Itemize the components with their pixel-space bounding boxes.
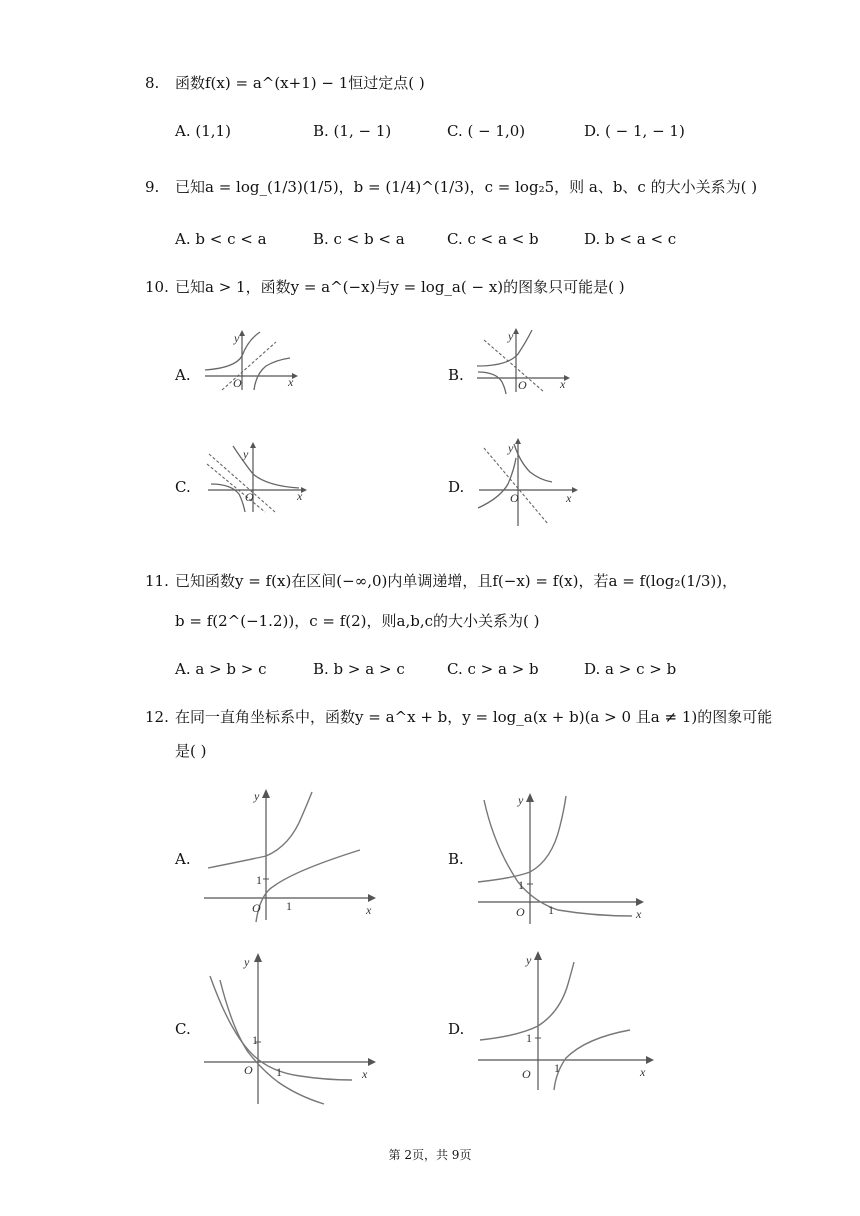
graph-label-a[interactable]: A. bbox=[175, 850, 191, 868]
y-axis-label: y bbox=[244, 955, 250, 969]
tick-label-x: 1 bbox=[548, 903, 554, 917]
y-axis-label: y bbox=[508, 329, 514, 343]
tick-label-y: 1 bbox=[518, 878, 524, 892]
tick-label-y: 1 bbox=[526, 1031, 532, 1045]
graph-label-d[interactable]: D. bbox=[448, 1020, 465, 1038]
question-stem: 在同一直角坐标系中，函数y = a^x + b，y = log_a(x + b)(a > 0 且a ≠ 1)的图象可能 bbox=[175, 708, 773, 726]
origin-label: O bbox=[245, 490, 254, 504]
option-d[interactable]: D. ( − 1, − 1) bbox=[584, 122, 685, 140]
graph-label-b[interactable]: B. bbox=[448, 366, 464, 384]
option-b[interactable]: B. c < b < a bbox=[313, 230, 405, 248]
graph-12d bbox=[474, 948, 658, 1092]
question-8 bbox=[145, 72, 425, 94]
x-axis-label: x bbox=[640, 1065, 646, 1079]
graph-label-b[interactable]: B. bbox=[448, 850, 464, 868]
graph-label-d[interactable]: D. bbox=[448, 478, 465, 496]
question-stem: 已知函数y = f(x)在区间(−∞,0)内单调递增，且f(−x) = f(x)，若a = f(log₂(1/3))， bbox=[175, 572, 738, 590]
option-b[interactable]: B. (1, − 1) bbox=[313, 122, 392, 140]
question-11 bbox=[145, 570, 737, 592]
option-d[interactable]: D. a > c > b bbox=[584, 660, 677, 678]
origin-label: O bbox=[252, 901, 261, 915]
question-stem: 已知a > 1，函数y = a^(−x)与y = log_a( − x)的图象只可能是( ) bbox=[175, 278, 625, 296]
x-axis-label: x bbox=[566, 491, 572, 505]
option-d[interactable]: D. b < a < c bbox=[584, 230, 677, 248]
graph-label-c[interactable]: C. bbox=[175, 1020, 191, 1038]
question-stem: 函数f(x) = a^(x+1) − 1恒过定点( ) bbox=[175, 74, 425, 92]
graph-12c bbox=[200, 948, 380, 1108]
question-number: 12. bbox=[145, 708, 169, 726]
option-c[interactable]: C. ( − 1,0) bbox=[447, 122, 526, 140]
option-b[interactable]: B. b > a > c bbox=[313, 660, 405, 678]
x-axis-label: x bbox=[366, 903, 372, 917]
graph-label-c[interactable]: C. bbox=[175, 478, 191, 496]
origin-label: O bbox=[244, 1063, 253, 1077]
question-stem: 已知a = log_(1/3)(1/5)，b = (1/4)^(1/3)，c = log₂5，则 a、b、c 的大小关系为( ) bbox=[175, 178, 758, 196]
question-number: 9. bbox=[145, 178, 160, 196]
tick-label-x: 1 bbox=[276, 1065, 282, 1079]
x-axis-label: x bbox=[636, 907, 642, 921]
x-axis-label: x bbox=[288, 375, 294, 389]
question-12 bbox=[145, 706, 772, 728]
y-axis-label: y bbox=[254, 789, 260, 803]
tick-label-y: 1 bbox=[252, 1033, 258, 1047]
x-axis-label: x bbox=[297, 489, 303, 503]
question-number: 8. bbox=[145, 74, 160, 92]
y-axis-label: y bbox=[508, 441, 514, 455]
page-footer: 第 2页，共 9页 bbox=[388, 1148, 472, 1162]
graph-10a bbox=[200, 328, 300, 394]
graph-12b bbox=[474, 786, 656, 926]
origin-label: O bbox=[510, 491, 519, 505]
graph-12a bbox=[200, 786, 380, 922]
x-axis-label: x bbox=[362, 1067, 368, 1081]
tick-label-x: 1 bbox=[554, 1061, 560, 1075]
tick-label-x: 1 bbox=[286, 899, 292, 913]
question-number: 10. bbox=[145, 278, 169, 296]
graph-label-a[interactable]: A. bbox=[175, 366, 191, 384]
origin-label: O bbox=[233, 376, 242, 390]
y-axis-label: y bbox=[234, 331, 240, 345]
origin-label: O bbox=[522, 1067, 531, 1081]
graph-10c bbox=[203, 440, 309, 514]
question-9 bbox=[145, 176, 757, 198]
origin-label: O bbox=[516, 905, 525, 919]
graph-10b bbox=[472, 326, 572, 396]
y-axis-label: y bbox=[243, 447, 249, 461]
tick-label-y: 1 bbox=[256, 873, 262, 887]
origin-label: O bbox=[518, 378, 527, 392]
graph-10d bbox=[474, 436, 580, 528]
x-axis-label: x bbox=[560, 377, 566, 391]
question-11-continued: b = f(2^(−1.2))，c = f(2)，则a,b,c的大小关系为( ) bbox=[175, 612, 540, 630]
option-a[interactable]: A. b < c < a bbox=[175, 230, 267, 248]
question-10 bbox=[145, 276, 625, 298]
option-c[interactable]: C. c < a < b bbox=[447, 230, 539, 248]
option-a[interactable]: A. (1,1) bbox=[175, 122, 231, 140]
option-a[interactable]: A. a > b > c bbox=[175, 660, 267, 678]
y-axis-label: y bbox=[526, 953, 532, 967]
question-number: 11. bbox=[145, 572, 169, 590]
y-axis-label: y bbox=[518, 793, 524, 807]
question-12-continued: 是( ) bbox=[175, 742, 207, 760]
option-c[interactable]: C. c > a > b bbox=[447, 660, 539, 678]
